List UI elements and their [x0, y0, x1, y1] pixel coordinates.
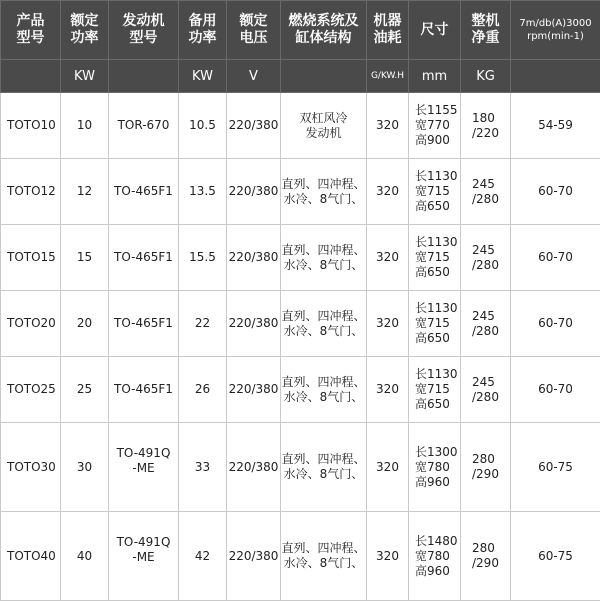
standby-power-cell: 15.5: [179, 225, 227, 291]
table-row: [1, 357, 600, 423]
engine-model-cell: TO-491Q -ME: [109, 423, 179, 512]
engine-model-cell: TO-491Q -ME: [109, 512, 179, 601]
rated-power-cell: 40: [61, 512, 109, 601]
unit-standby-power: KW: [179, 60, 227, 93]
table-row: [1, 93, 600, 159]
net-weight-cell: 280 /290: [461, 512, 511, 601]
engine-model-cell: TO-465F1: [109, 291, 179, 357]
standby-power-cell: 26: [179, 357, 227, 423]
engine-model-cell: TO-465F1: [109, 159, 179, 225]
unit-model: [1, 60, 61, 93]
header-fuel-system: 燃烧系统及 缸体结构: [281, 1, 367, 60]
fuel-system-cell: 直列、四冲程、 水冷、8气门、: [281, 159, 367, 225]
voltage-cell: 220/380: [227, 159, 281, 225]
oil-consumption-cell: 320: [367, 512, 409, 601]
header-oil-consumption: 机器 油耗: [367, 1, 409, 60]
dimensions-cell: 长1480 宽780 高960: [409, 512, 461, 601]
oil-consumption-cell: 320: [367, 291, 409, 357]
dimensions-cell: 长1130 宽715 高650: [409, 291, 461, 357]
model-cell: TOTO20: [1, 291, 61, 357]
standby-power-cell: 33: [179, 423, 227, 512]
net-weight-cell: 180 /220: [461, 93, 511, 159]
units-row: [1, 60, 600, 93]
net-weight-cell: 245 /280: [461, 159, 511, 225]
header-rated-voltage: 额定 电压: [227, 1, 281, 60]
net-weight-cell: 245 /280: [461, 291, 511, 357]
rated-power-cell: 20: [61, 291, 109, 357]
noise-cell: 60-75: [511, 512, 600, 601]
dimensions-cell: 长1130 宽715 高650: [409, 159, 461, 225]
noise-cell: 54-59: [511, 93, 600, 159]
unit-size: mm: [409, 60, 461, 93]
unit-fuel-system: [281, 60, 367, 93]
fuel-system-cell: 双杠风冷 发动机: [281, 93, 367, 159]
rated-power-cell: 10: [61, 93, 109, 159]
net-weight-cell: 245 /280: [461, 357, 511, 423]
header-engine-model: 发动机 型号: [109, 1, 179, 60]
noise-cell: 60-75: [511, 423, 600, 512]
unit-noise: [511, 60, 600, 93]
standby-power-cell: 22: [179, 291, 227, 357]
dimensions-cell: 长1130 宽715 高650: [409, 225, 461, 291]
voltage-cell: 220/380: [227, 423, 281, 512]
table-row: [1, 159, 600, 225]
oil-consumption-cell: 320: [367, 357, 409, 423]
engine-model-cell: TO-465F1: [109, 357, 179, 423]
rated-power-cell: 15: [61, 225, 109, 291]
fuel-system-cell: 直列、四冲程、 水冷、8气门、: [281, 357, 367, 423]
engine-model-cell: TOR-670: [109, 93, 179, 159]
standby-power-cell: 42: [179, 512, 227, 601]
header-net-weight: 整机 净重: [461, 1, 511, 60]
header-noise: 7m/db(A)3000 rpm(min-1): [511, 1, 600, 60]
header-model: 产品 型号: [1, 1, 61, 60]
noise-cell: 60-70: [511, 291, 600, 357]
model-cell: TOTO10: [1, 93, 61, 159]
fuel-system-cell: 直列、四冲程、 水冷、8气门、: [281, 291, 367, 357]
noise-cell: 60-70: [511, 159, 600, 225]
voltage-cell: 220/380: [227, 93, 281, 159]
oil-consumption-cell: 320: [367, 159, 409, 225]
standby-power-cell: 10.5: [179, 93, 227, 159]
rated-power-cell: 25: [61, 357, 109, 423]
engine-model-cell: TO-465F1: [109, 225, 179, 291]
header-standby-power: 备用 功率: [179, 1, 227, 60]
voltage-cell: 220/380: [227, 357, 281, 423]
voltage-cell: 220/380: [227, 291, 281, 357]
header-row: [1, 1, 600, 60]
voltage-cell: 220/380: [227, 512, 281, 601]
voltage-cell: 220/380: [227, 225, 281, 291]
unit-rated-power: KW: [61, 60, 109, 93]
fuel-system-cell: 直列、四冲程、 水冷、8气门、: [281, 512, 367, 601]
unit-oil-consumption: G/KW.H: [367, 60, 409, 93]
oil-consumption-cell: 320: [367, 225, 409, 291]
dimensions-cell: 长1130 宽715 高650: [409, 357, 461, 423]
net-weight-cell: 245 /280: [461, 225, 511, 291]
spec-table-body: [1, 93, 600, 601]
oil-consumption-cell: 320: [367, 423, 409, 512]
net-weight-cell: 280 /290: [461, 423, 511, 512]
table-row: [1, 291, 600, 357]
header-size: 尺寸: [409, 1, 461, 60]
table-row: [1, 423, 600, 512]
model-cell: TOTO40: [1, 512, 61, 601]
noise-cell: 60-70: [511, 225, 600, 291]
header-rated-power: 额定 功率: [61, 1, 109, 60]
fuel-system-cell: 直列、四冲程、 水冷、8气门、: [281, 423, 367, 512]
table-row: [1, 225, 600, 291]
unit-rated-voltage: V: [227, 60, 281, 93]
unit-net-weight: KG: [461, 60, 511, 93]
dimensions-cell: 长1300 宽780 高960: [409, 423, 461, 512]
rated-power-cell: 12: [61, 159, 109, 225]
rated-power-cell: 30: [61, 423, 109, 512]
model-cell: TOTO25: [1, 357, 61, 423]
oil-consumption-cell: 320: [367, 93, 409, 159]
noise-cell: 60-70: [511, 357, 600, 423]
unit-engine-model: [109, 60, 179, 93]
model-cell: TOTO15: [1, 225, 61, 291]
table-row: [1, 512, 600, 601]
standby-power-cell: 13.5: [179, 159, 227, 225]
model-cell: TOTO12: [1, 159, 61, 225]
model-cell: TOTO30: [1, 423, 61, 512]
dimensions-cell: 长1155 宽770 高900: [409, 93, 461, 159]
fuel-system-cell: 直列、四冲程、 水冷、8气门、: [281, 225, 367, 291]
